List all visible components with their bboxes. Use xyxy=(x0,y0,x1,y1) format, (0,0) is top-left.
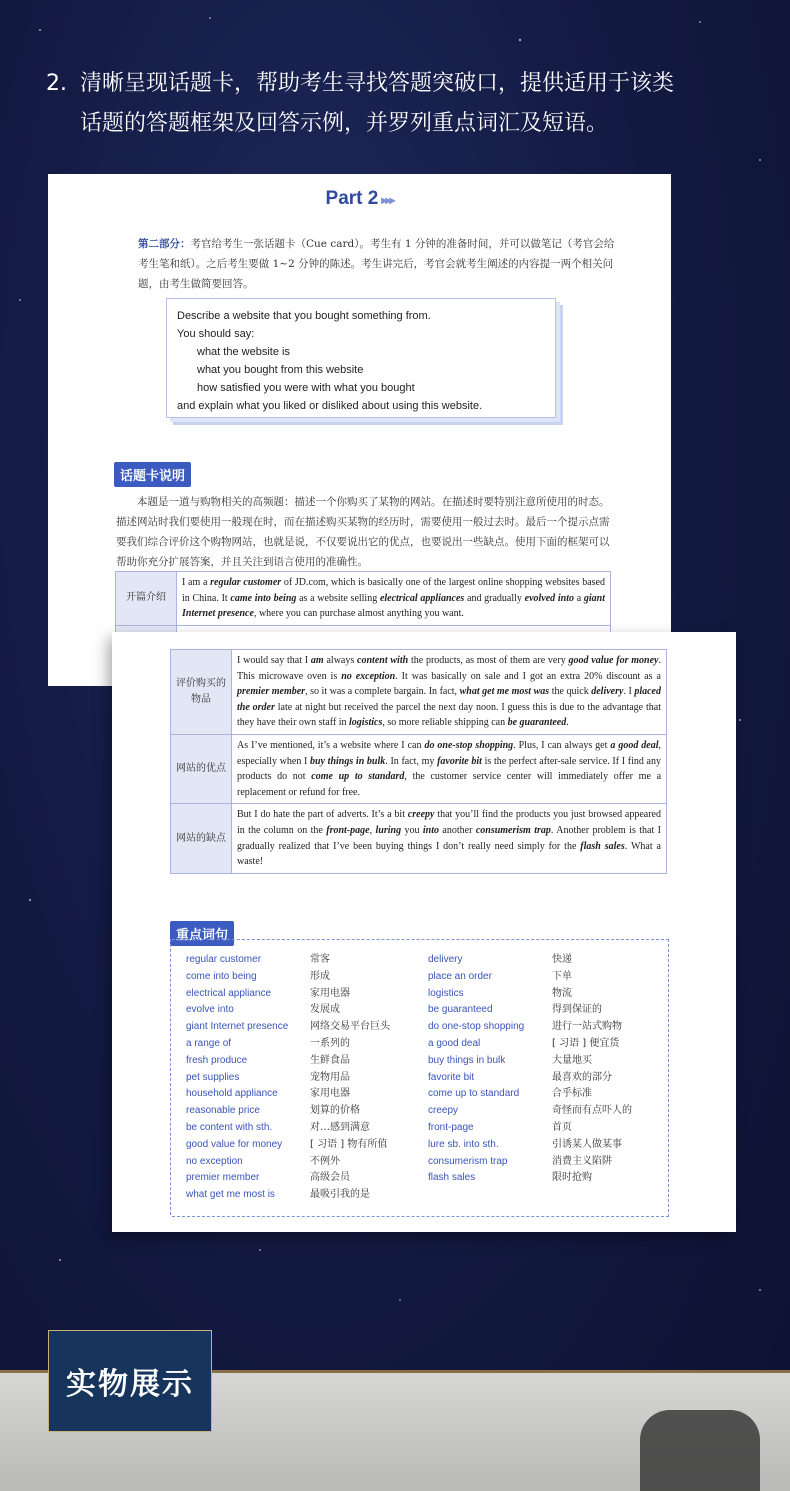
vocab-term: evolve into xyxy=(186,1004,234,1016)
vocab-meaning: 得到保证的 xyxy=(552,1004,602,1016)
vocab-item xyxy=(186,1137,390,1154)
vocab-term: logistics xyxy=(428,987,464,999)
vocab-meaning: 网络交易平台巨头 xyxy=(310,1021,390,1033)
vocab-term: consumerism trap xyxy=(428,1155,508,1167)
vocab-term: good value for money xyxy=(186,1138,283,1150)
vocab-meaning: 高级会员 xyxy=(310,1172,350,1184)
book-page-2 xyxy=(112,632,736,1232)
part-intro xyxy=(138,234,616,294)
vocab-item xyxy=(186,969,390,986)
vocab-term: reasonable price xyxy=(186,1105,260,1117)
vocab-term: electrical appliance xyxy=(186,987,272,999)
vocab-item xyxy=(428,1086,632,1103)
vocab-item xyxy=(428,1137,632,1154)
vocab-item xyxy=(186,1103,390,1120)
vocab-term: premier member xyxy=(186,1172,260,1184)
vocab-term: be guaranteed xyxy=(428,1004,493,1016)
vocab-term: be content with sth. xyxy=(186,1121,273,1133)
row-text: But I do hate the part of adverts. It’s a bit creepy that you’ll find the products you just browsed appeared in the column on the front-page, luring you into another consumerism trap. Another problem is that I gradually realized that I’ve been buying things I don’t really need simply for the flash sales. What a waste! xyxy=(232,804,667,873)
vocab-meaning: 下单 xyxy=(552,970,572,982)
vocab-item xyxy=(428,1019,632,1036)
vocab-item xyxy=(428,1070,632,1087)
vocab-item xyxy=(186,1019,390,1036)
headline-line-1: 清晰呈现话题卡，帮助考生寻找答题突破口，提供适用于该类 xyxy=(80,71,675,96)
vocab-term: fresh produce xyxy=(186,1054,248,1066)
explain-text: 本题是一道与购物相关的高频题：描述一个你购买了某物的网站。在描述时要特别注意所使用的时态。描述网站时我们要使用一般现在时，而在描述购买某物的经历时，需要使用一般过去时。最后一个提示点需要我们综合评价这个购物网站，也就是说，不仅要说出它的优点，也要说出一些缺点。使用下面的框架可以帮助你充分扩展答案，并且关注到语言使用的准确性。 xyxy=(116,496,610,568)
vocab-meaning: 合乎标准 xyxy=(552,1088,592,1100)
vocab-item xyxy=(428,1170,632,1187)
row-label: 开篇介绍 xyxy=(116,572,177,626)
vocab-meaning: 常客 xyxy=(310,954,330,965)
vocab-item xyxy=(428,1120,632,1137)
vocab-term: delivery xyxy=(428,954,463,965)
vocab-term: a range of xyxy=(186,1037,232,1049)
vocab-meaning: 发展成 xyxy=(310,1004,340,1016)
vocab-meaning: 家用电器 xyxy=(310,1088,350,1100)
vocab-term: come up to standard xyxy=(428,1088,520,1100)
vocab-box xyxy=(172,939,669,1217)
vocab-item xyxy=(428,1036,632,1053)
cue-card-line: You should say: xyxy=(177,328,255,340)
vocab-term: come into being xyxy=(186,970,257,982)
vocab-term: do one-stop shopping xyxy=(428,1021,525,1033)
vocab-term: household appliance xyxy=(186,1088,278,1100)
vocab-term: buy things in bulk xyxy=(428,1054,506,1066)
row-label: 评价购买的物品 xyxy=(171,650,232,735)
part-title: Part 2 ▸▸▸ xyxy=(325,188,394,209)
vocab-meaning: 家用电器 xyxy=(310,987,350,999)
vocab-meaning: 不例外 xyxy=(310,1155,340,1167)
showcase-badge: 实物展示 xyxy=(48,1330,212,1432)
intro-text: 考官给考生一张话题卡（Cue card）。考生有 1 分钟的准备时间，并可以做笔记（考官会给考生笔和纸）。之后考生要做 1~2 分钟的陈述。考生讲完后，考官会就考生阐述的内容提一两个相关问题，由考生做简要回答。 xyxy=(138,238,615,290)
vocab-item xyxy=(428,952,632,969)
vocab-meaning: 最吸引我的是 xyxy=(310,1189,370,1201)
vocab-item xyxy=(186,1070,390,1087)
feature-headline xyxy=(46,64,746,144)
vocab-term: place an order xyxy=(428,970,492,982)
vocab-term: front-page xyxy=(428,1121,474,1133)
row-text: As I’ve mentioned, it’s a website where I can do one-stop shopping. Plus, I can always get a good deal, especially when I buy things in bulk. In fact, my favorite bit is the perfect after-sale service. If I find any products do not come up to standard, the customer service center will immediately offer me a replacement or refund for free. xyxy=(232,734,667,803)
row-text: I would say that I am always content with the products, as most of them are very good value for money. This microwave oven is no exception. It was basically on sale and I got an extra 20% discount as a premier member, so it was a complete bargain. In fact, what get me most was the quick delivery. I placed the order late at night but received the parcel the next day noon. I guess this is due to the advantage that they have their own staff in logistics, so more reliable shipping can be guaranteed. xyxy=(232,650,667,735)
arrows-icon: ▸▸▸ xyxy=(381,193,394,207)
vocab-meaning: 一系列的 xyxy=(310,1037,350,1049)
vocab-term: lure sb. into sth. xyxy=(428,1138,499,1150)
row-label: 网站的缺点 xyxy=(171,804,232,873)
vocab-term: favorite bit xyxy=(428,1071,475,1083)
vocab-meaning: 快递 xyxy=(552,954,572,965)
vocab-item xyxy=(186,986,390,1003)
vocab-term: no exception xyxy=(186,1155,243,1167)
vocab-item xyxy=(186,1154,390,1171)
vocab-term: giant Internet presence xyxy=(186,1021,289,1033)
book-page-1 xyxy=(48,174,671,686)
vocab-meaning: [ 习语 ] 物有所值 xyxy=(310,1138,388,1150)
vocab-term: what get me most is xyxy=(186,1189,275,1201)
cue-card-line: what the website is xyxy=(197,346,290,358)
cue-card-line: and explain what you liked or disliked about using this website. xyxy=(177,400,483,412)
vocab-item xyxy=(428,1002,632,1019)
vocab-item xyxy=(428,986,632,1003)
vocab-meaning: 引诱某人做某事 xyxy=(552,1138,622,1150)
vocab-meaning: 进行一站式购物 xyxy=(552,1021,622,1033)
vocab-term: flash sales xyxy=(428,1172,476,1184)
essay-table xyxy=(170,649,667,874)
intro-label: 第二部分： xyxy=(138,238,191,250)
vocab-meaning: 形成 xyxy=(310,970,330,982)
vocab-item xyxy=(186,1086,390,1103)
vocab-item xyxy=(428,1053,632,1070)
cue-card-line: Describe a website that you bought something from. xyxy=(177,310,431,322)
vocab-meaning: 物流 xyxy=(552,987,572,999)
cue-card-line: how satisfied you were with what you bought xyxy=(197,382,415,394)
vocab-item xyxy=(428,969,632,986)
vocab-meaning: 消费主义陷阱 xyxy=(552,1155,612,1167)
vocab-term: regular customer xyxy=(186,954,262,965)
table-row xyxy=(171,734,667,803)
vocab-item xyxy=(186,1170,390,1187)
vocab-meaning: 宠物用品 xyxy=(310,1071,350,1083)
vocab-meaning: [ 习语 ] 便宜货 xyxy=(552,1037,620,1049)
vocab-meaning: 生鲜食品 xyxy=(310,1054,350,1066)
cue-card-line: what you bought from this website xyxy=(197,364,364,376)
vocab-meaning: 首页 xyxy=(552,1121,572,1133)
vocab-meaning: 大量地买 xyxy=(552,1054,592,1066)
headline-line-2: 话题的答题框架及回答示例，并罗列重点词汇及短语。 xyxy=(80,111,609,136)
vocab-term: pet supplies xyxy=(186,1071,240,1083)
table-row xyxy=(171,804,667,873)
table-row xyxy=(171,650,667,735)
row-text: I am a regular customer of JD.com, which is basically one of the largest online shopping websites based in China. It came into being as a website selling electrical appliances and gradually evolved into a giant Internet presence, where you can purchase almost anything you want. xyxy=(177,572,611,626)
row-label: 网站的优点 xyxy=(171,734,232,803)
vocab-item xyxy=(186,1187,390,1204)
vocab-term: creepy xyxy=(428,1105,459,1117)
vocab-heading: 重点词句 xyxy=(170,921,234,946)
vocab-column-left xyxy=(186,952,390,1204)
vocab-item xyxy=(186,952,390,969)
vocab-meaning: 限时抢购 xyxy=(552,1172,592,1184)
table-row xyxy=(116,572,611,626)
vocab-meaning: 最喜欢的部分 xyxy=(552,1071,612,1083)
vocab-item xyxy=(186,1036,390,1053)
vocab-term: a good deal xyxy=(428,1037,481,1049)
vocab-column-right xyxy=(428,952,632,1187)
vocab-meaning: 奇怪而有点吓人的 xyxy=(552,1105,632,1117)
vocab-item xyxy=(186,1053,390,1070)
vocab-meaning: 对…感到满意 xyxy=(310,1121,370,1133)
coffee-pot-image xyxy=(640,1410,760,1491)
explain-heading: 话题卡说明 xyxy=(114,462,191,487)
vocab-meaning: 划算的价格 xyxy=(310,1105,360,1117)
vocab-item xyxy=(428,1154,632,1171)
cue-card xyxy=(166,298,556,418)
vocab-item xyxy=(428,1103,632,1120)
feature-number: 2. xyxy=(46,71,67,96)
vocab-item xyxy=(186,1002,390,1019)
vocab-item xyxy=(186,1120,390,1137)
